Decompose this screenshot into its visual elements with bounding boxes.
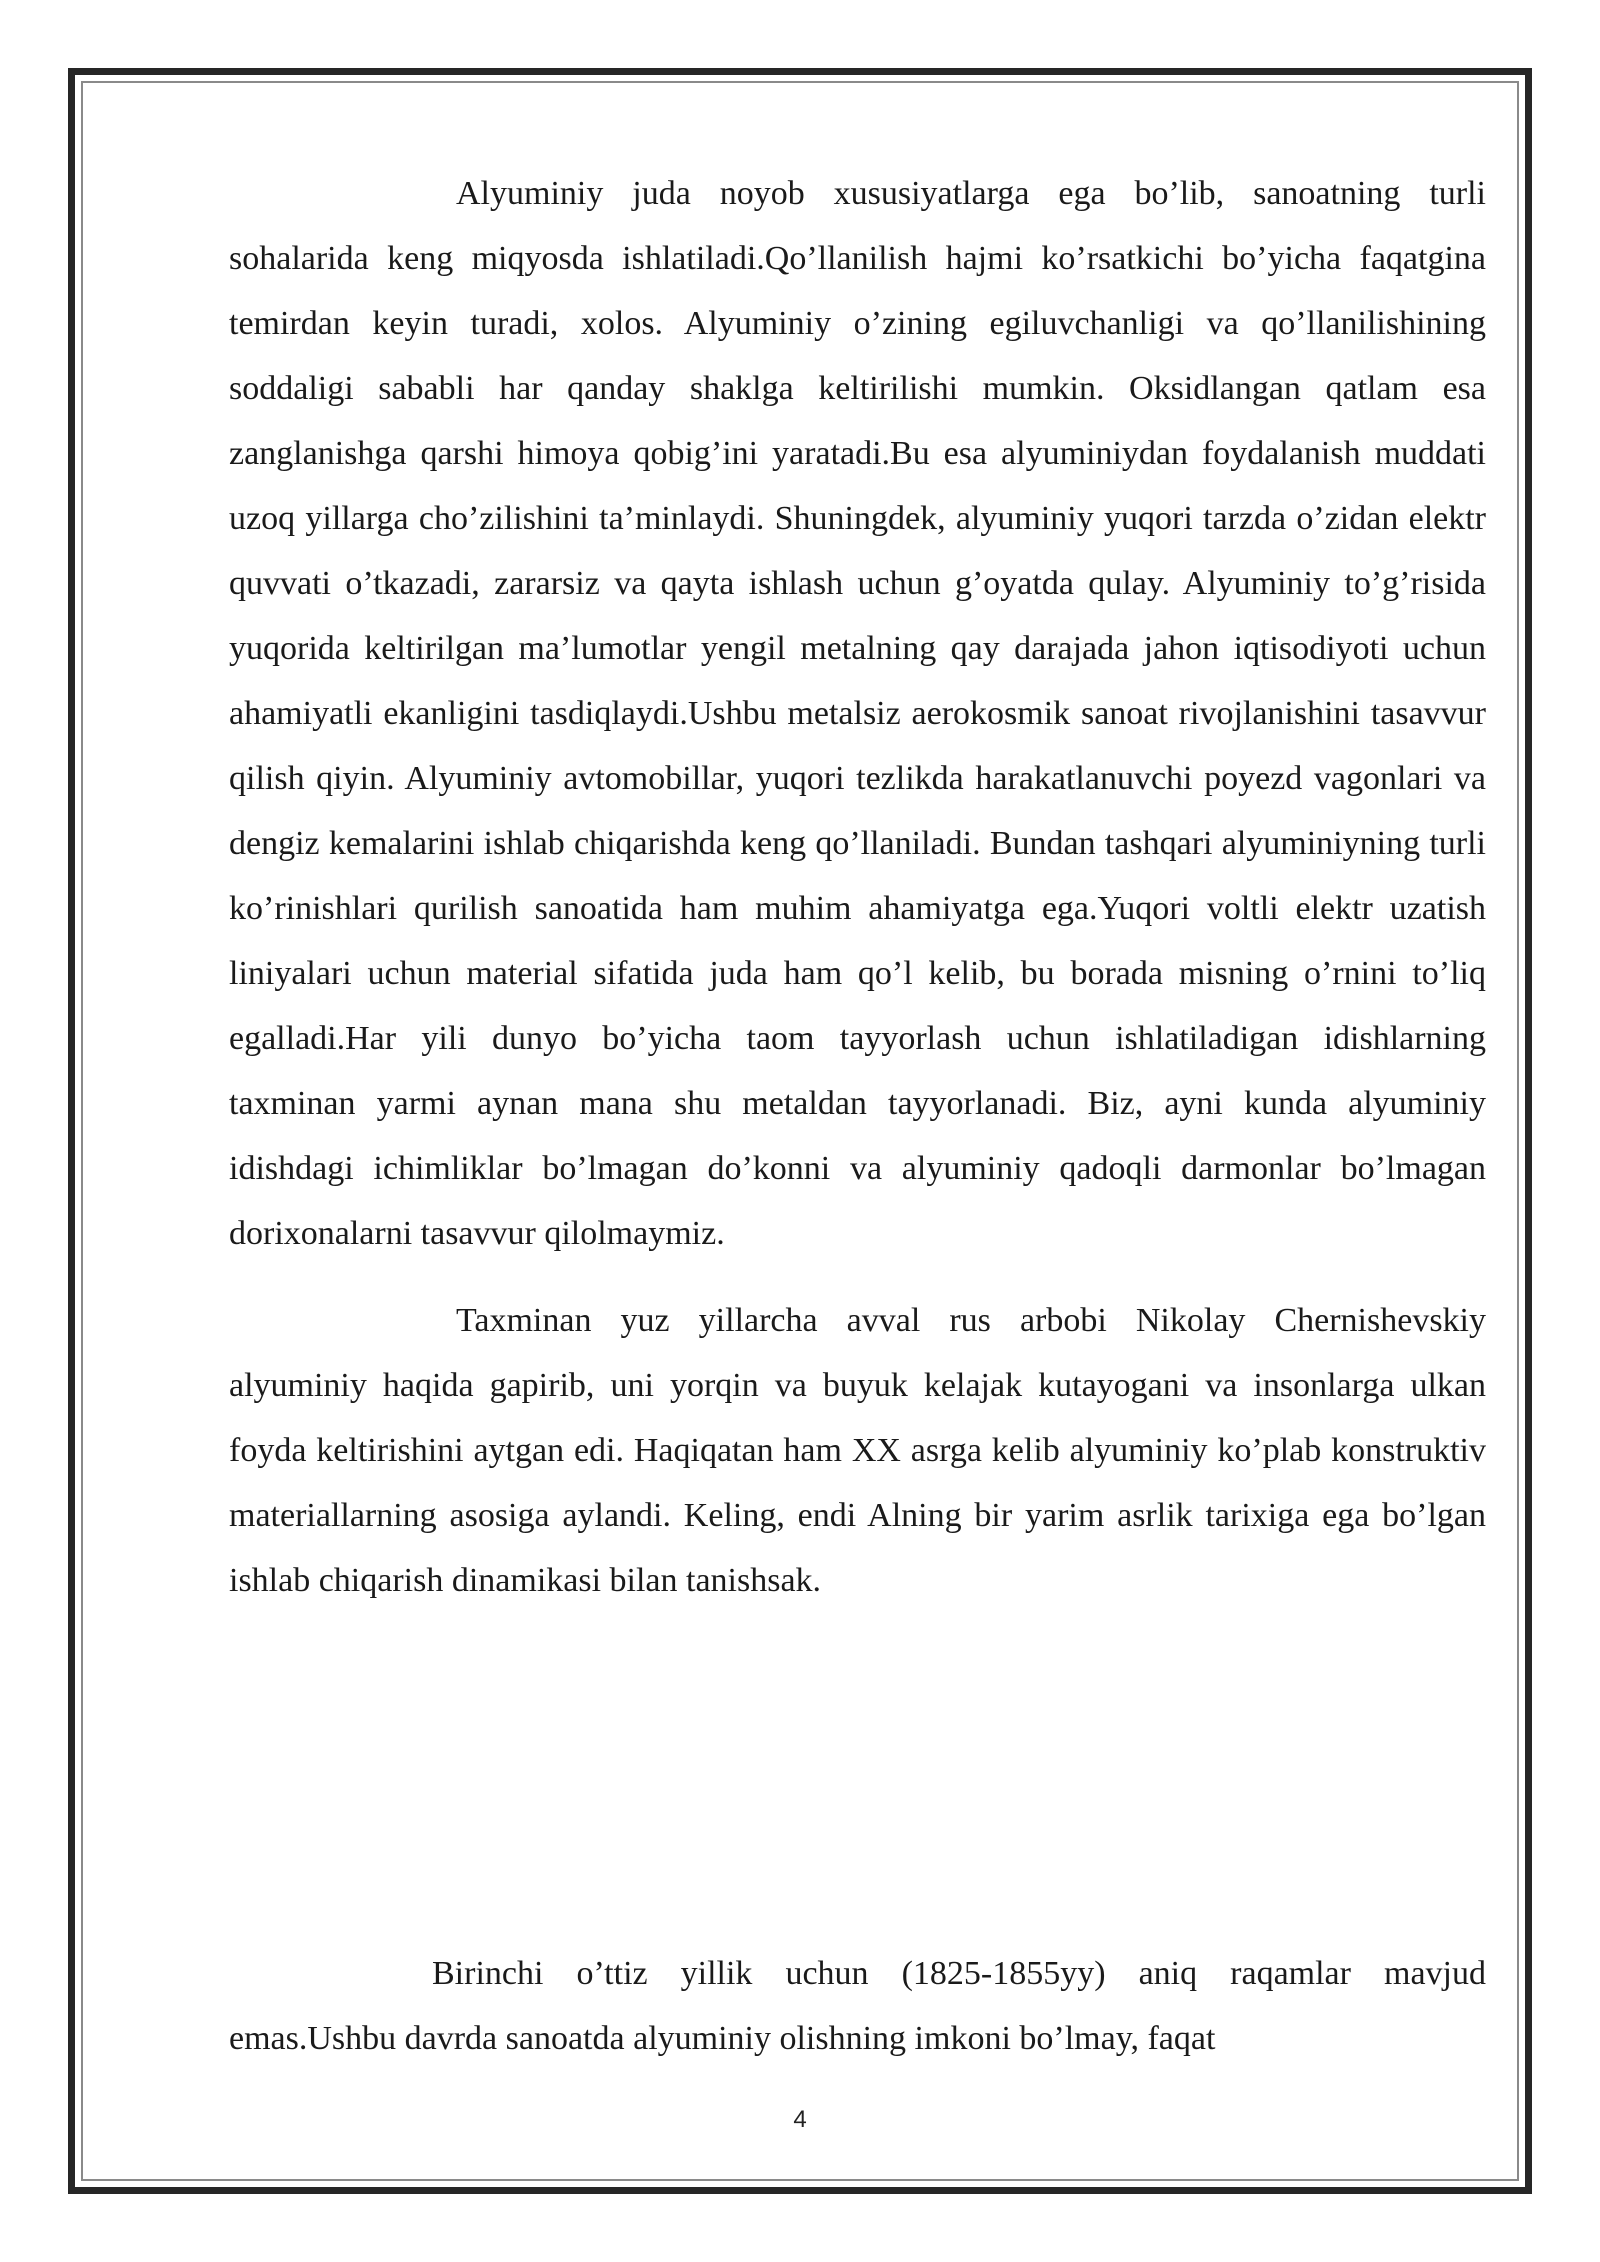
paragraph-chernishevskiy: Taxminan yuz yillarcha avval rus arbobi Nikolay Chernishevskiy alyuminiy haqida gapirib, uni yorqin va buyuk kelajak kutayogani va insonlarga ulkan foyda keltirishini aytgan edi. Haqiqatan ham XX asrga kelib alyuminiy ko’plab konstruktiv materiallarning asosiga aylandi. Keling, endi Alning bir yarim asrlik tarixiga ega bo’lgan ishlab chiqarish dinamikasi bilan tanishsak. — [229, 1302, 1486, 1599]
page-number: 4 — [793, 2106, 807, 2133]
document-body — [229, 161, 1486, 2057]
paragraph-first-thirty-years: Birinchi o’ttiz yillik uchun (1825-1855yy) aniq raqamlar mavjud emas.Ushbu davrda sanoatda alyuminiy olishning imkoni bo’lmay, faqat — [229, 1955, 1486, 2057]
paragraph-aluminium-properties: Alyuminiy juda noyob xususiyatlarga ega bo’lib, sanoatning turli sohalarida keng miqyosda ishlatiladi.Qo’llanilish hajmi ko’rsatkichi bo’yicha faqatgina temirdan keyin turadi, xolos. Alyuminiy o’zining egiluvchanligi va qo’llanilishining soddaligi sababli har qanday shaklga keltirilishi mumkin. Oksidlangan qatlam esa zanglanishga qarshi himoya qobig’ini yaratadi.Bu esa alyuminiydan foydalanish muddati uzoq yillarga cho’zilishini ta’minlaydi. Shuningdek, alyuminiy yuqori tarzda o’zidan elektr quvvati o’tkazadi, zararsiz va qayta ishlash uchun g’oyatda qulay. Alyuminiy to’g’risida yuqorida keltirilgan ma’lumotlar yengil metalning qay darajada jahon iqtisodiyoti uchun ahamiyatli ekanligini tasdiqlaydi.Ushbu metalsiz aerokosmik sanoat rivojlanishini tasavvur qilish qiyin. Alyuminiy avtomobillar, yuqori tezlikda harakatlanuvchi poyezd vagonlari va dengiz kemalarini ishlab chiqarishda keng qo’llaniladi. Bundan tashqari alyuminiyning turli ko’rinishlari qurilish sanoatida ham muhim ahamiyatga ega.Yuqori voltli elektr uzatish liniyalari uchun material sifatida juda ham qo’l kelib, bu borada misning o’rnini to’liq egalladi.Har yili dunyo bo’yicha taom tayyorlash uchun ishlatiladigan idishlarning taxminan yarmi aynan mana shu metaldan tayyorlanadi. Biz, ayni kunda alyuminiy idishdagi ichimliklar bo’lmagan do’konni va alyuminiy qadoqli darmonlar bo’lmagan dorixonalarni tasavvur qilolmaymiz. — [229, 175, 1486, 1252]
